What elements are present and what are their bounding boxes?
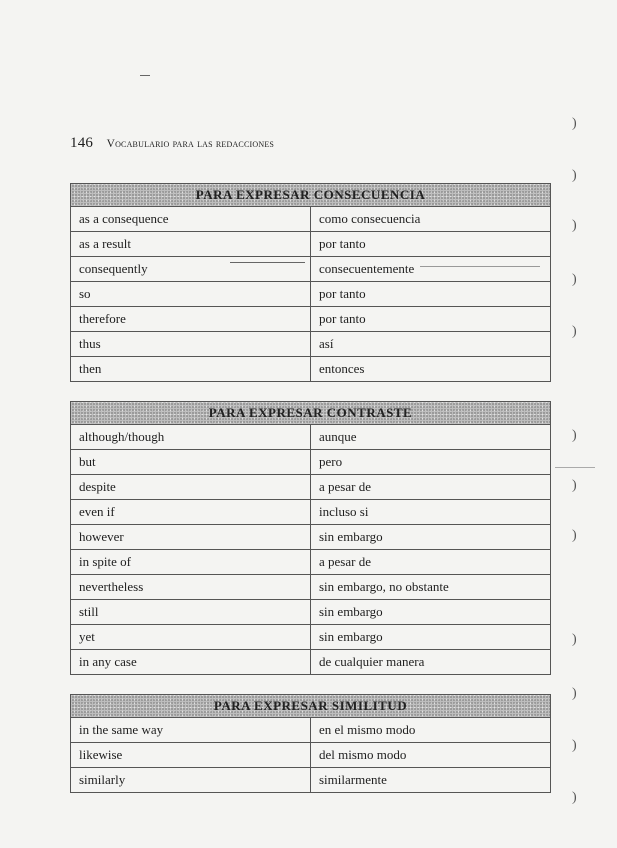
binding-mark: ) [572,686,577,701]
binding-mark: ) [572,428,577,443]
english-term: still [71,600,311,625]
table-header-row [71,695,551,718]
binding-mark: ) [572,218,577,233]
english-term: then [71,357,311,382]
table-row [71,232,551,257]
table-row [71,650,551,675]
table-row [71,282,551,307]
binding-mark: ) [572,478,577,493]
vocab-table-consequence [70,183,551,382]
table-row [71,450,551,475]
spanish-term: consecuentemente [311,257,551,282]
spanish-term: en el mismo modo [311,718,551,743]
table-row [71,743,551,768]
vocab-table-similarity [70,694,551,793]
spanish-term: aunque [311,425,551,450]
english-term: nevertheless [71,575,311,600]
table-row [71,600,551,625]
english-term: but [71,450,311,475]
table-row [71,425,551,450]
spanish-term: incluso si [311,500,551,525]
english-term: in spite of [71,550,311,575]
spanish-term: sin embargo, no obstante [311,575,551,600]
english-term: however [71,525,311,550]
table-row [71,207,551,232]
spanish-term: sin embargo [311,600,551,625]
table-row [71,575,551,600]
english-term: as a consequence [71,207,311,232]
english-term: in the same way [71,718,311,743]
english-term: thus [71,332,311,357]
table-header-row [71,402,551,425]
spanish-term: por tanto [311,232,551,257]
binding-mark: ) [572,738,577,753]
spanish-term: pero [311,450,551,475]
section-title: PARA EXPRESAR CONSECUENCIA [71,184,551,207]
spanish-term: del mismo modo [311,743,551,768]
spanish-term: sin embargo [311,625,551,650]
english-term: as a result [71,232,311,257]
spanish-term: sin embargo [311,525,551,550]
table-row [71,500,551,525]
english-term: likewise [71,743,311,768]
spanish-term: de cualquier manera [311,650,551,675]
binding-mark: ) [572,632,577,647]
english-term: similarly [71,768,311,793]
spanish-term: por tanto [311,282,551,307]
spanish-term: como consecuencia [311,207,551,232]
table-row [71,307,551,332]
table-row [71,257,551,282]
table-row [71,475,551,500]
scan-mark [555,467,595,468]
english-term: despite [71,475,311,500]
vocab-table-contrast [70,401,551,675]
spanish-term: por tanto [311,307,551,332]
english-term: therefore [71,307,311,332]
table-row [71,768,551,793]
table-row [71,718,551,743]
binding-mark: ) [572,116,577,131]
section-title: PARA EXPRESAR CONTRASTE [71,402,551,425]
table-row [71,550,551,575]
spanish-term: a pesar de [311,475,551,500]
table-header-row [71,184,551,207]
binding-mark: ) [572,790,577,805]
page-title: Vocabulario para las redacciones [106,138,275,150]
english-term: in any case [71,650,311,675]
spanish-term: similarmente [311,768,551,793]
section-title: PARA EXPRESAR SIMILITUD [71,695,551,718]
english-term: although/though [71,425,311,450]
binding-mark: ) [572,324,577,339]
page-header [70,135,274,152]
spanish-term: a pesar de [311,550,551,575]
english-term: yet [71,625,311,650]
binding-mark: ) [572,528,577,543]
scan-mark [140,75,150,76]
table-row [71,625,551,650]
english-term: even if [71,500,311,525]
spanish-term: entonces [311,357,551,382]
page-number: 146 [70,135,94,151]
english-term: consequently [71,257,311,282]
english-term: so [71,282,311,307]
table-row [71,525,551,550]
table-row [71,332,551,357]
table-row [71,357,551,382]
binding-mark: ) [572,168,577,183]
spanish-term: así [311,332,551,357]
binding-mark: ) [572,272,577,287]
